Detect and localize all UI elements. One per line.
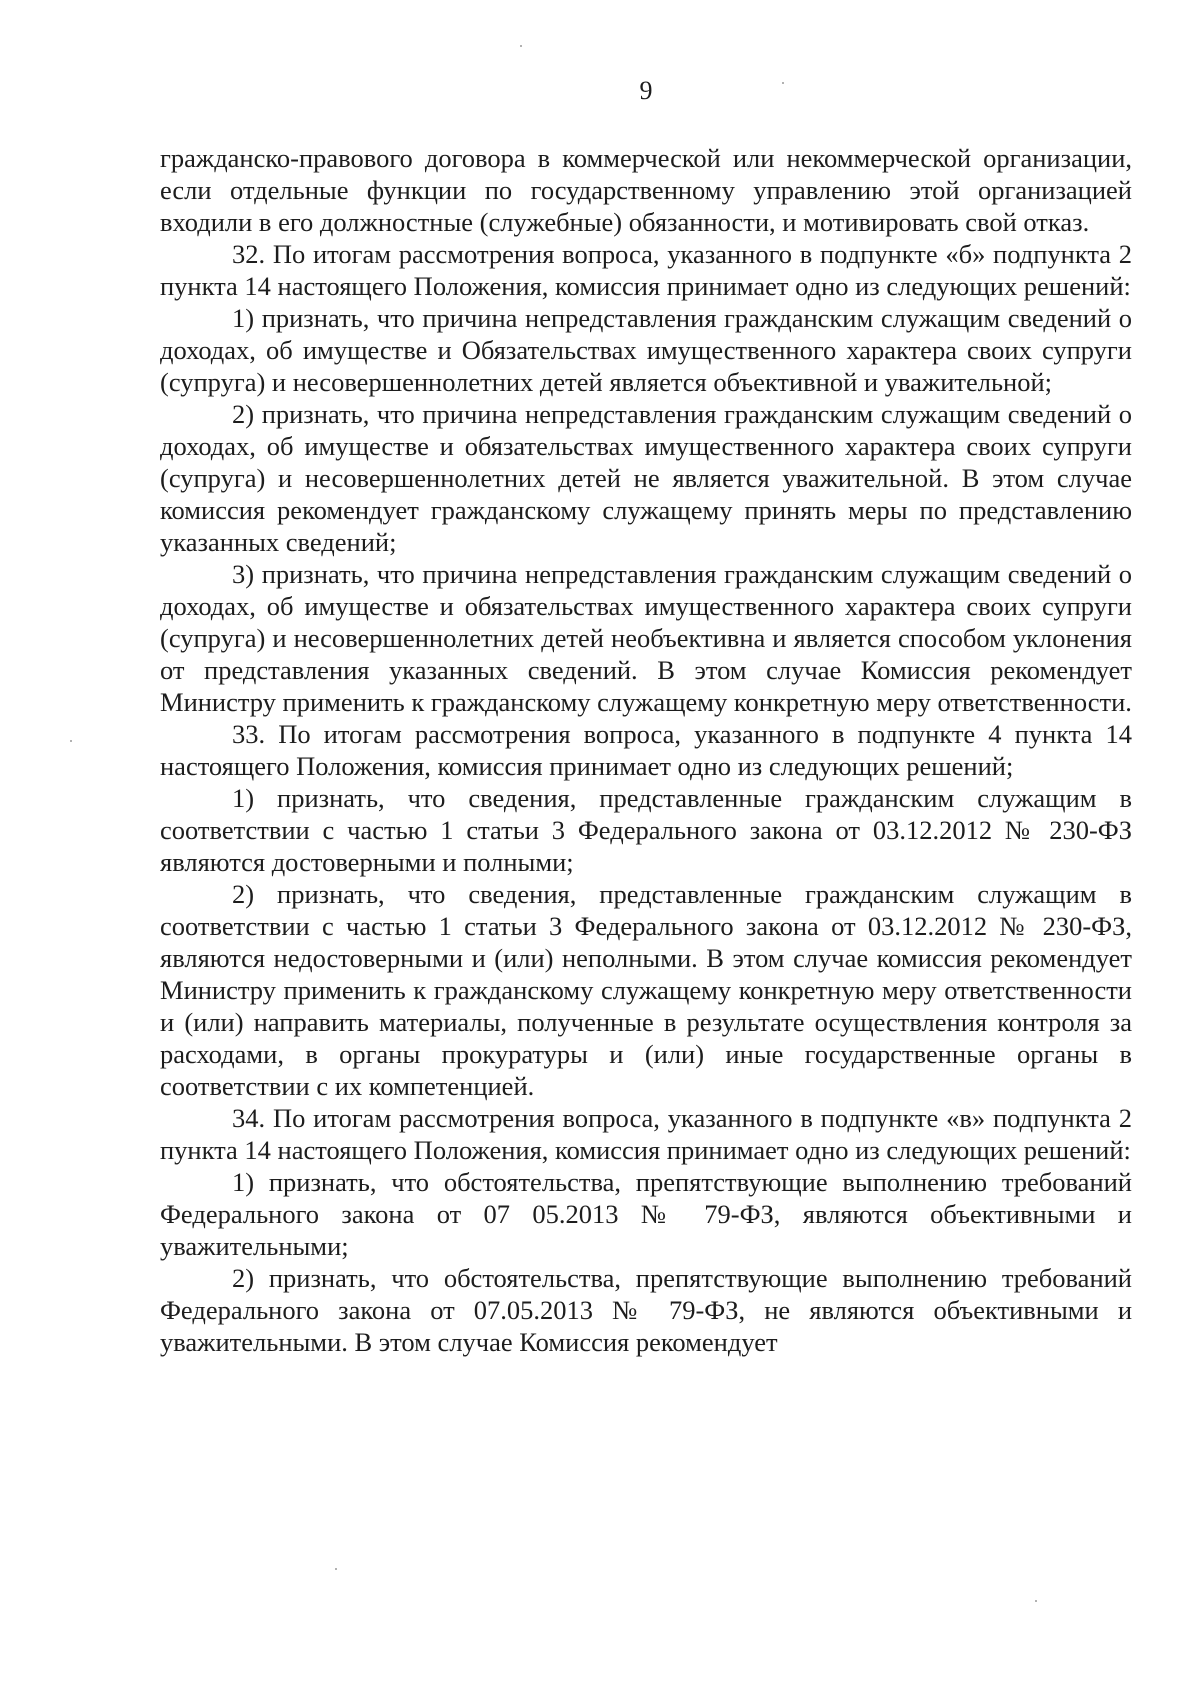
scan-speck (70, 740, 72, 742)
paragraph-item-33: 33. По итогам рассмотрения вопроса, указанного в подпункте 4 пункта 14 настоящего Положения, комиссия принимает одно из следующих решений; (160, 719, 1132, 781)
paragraph-32-option-1: 1) признать, что причина непредставления гражданским служащим сведений о доходах, об имуществе и Обязательствах имущественного характера своих супруги (супруга) и несовершеннолетних детей является объективной и уважительной; (160, 303, 1132, 397)
scan-speck (782, 82, 784, 84)
scan-speck (1035, 1600, 1037, 1602)
paragraph-32-option-2: 2) признать, что причина непредставления гражданским служащим сведений о доходах, об имуществе и обязательствах имущественного характера своих супруги (супруга) и несовершеннолетних детей не является уважительной. В этом случае комиссия рекомендует гражданскому служащему принять меры по представлению указанных сведений; (160, 399, 1132, 557)
document-page (160, 0, 1132, 1697)
paragraph-33-option-1: 1) признать, что сведения, представленные гражданским служащим в соответствии с частью 1 статьи 3 Федерального закона от 03.12.2012 № 230-ФЗ являются достоверными и полными; (160, 783, 1132, 877)
document-body (160, 142, 1132, 1358)
paragraph-continuation: гражданско-правового договора в коммерческой или некоммерческой организации, если отдельные функции по государственному управлению этой организацией входили в его должностные (служебные) обязанности, и мотивировать свой отказ. (160, 143, 1132, 237)
scan-speck (520, 45, 522, 47)
paragraph-item-34: 34. По итогам рассмотрения вопроса, указанного в подпункте «в» подпункта 2 пункта 14 настоящего Положения, комиссия принимает одно из следующих решений: (160, 1103, 1132, 1165)
paragraph-item-32: 32. По итогам рассмотрения вопроса, указанного в подпункте «б» подпункта 2 пункта 14 настоящего Положения, комиссия принимает одно из следующих решений: (160, 239, 1132, 301)
scan-speck (335, 1568, 337, 1570)
page-number: 9 (639, 76, 653, 105)
paragraph-34-option-1: 1) признать, что обстоятельства, препятствующие выполнению требований Федерального закона от 07 05.2013 № 79-ФЗ, являются объективными и уважительными; (160, 1167, 1132, 1261)
paragraph-34-option-2: 2) признать, что обстоятельства, препятствующие выполнению требований Федерального закона от 07.05.2013 № 79-ФЗ, не являются объективными и уважительными. В этом случае Комиссия рекомендует (160, 1263, 1132, 1357)
paragraph-33-option-2: 2) признать, что сведения, представленные гражданским служащим в соответствии с частью 1 статьи 3 Федерального закона от 03.12.2012 № 230-ФЗ, являются недостоверными и (или) неполными. В этом случае комиссия рекомендует Министру применить к гражданскому служащему конкретную меру ответственности и (или) направить материалы, полученные в результате осуществления контроля за расходами, в органы прокуратуры и (или) иные государственные органы в соответствии с их компетенцией. (160, 879, 1132, 1101)
paragraph-32-option-3: 3) признать, что причина непредставления гражданским служащим сведений о доходах, об имуществе и обязательствах имущественного характера своих супруги (супруга) и несовершеннолетних детей необъективна и является способом уклонения от представления указанных сведений. В этом случае Комиссия рекомендует Министру применить к гражданскому служащему конкретную меру ответственности. (160, 559, 1132, 717)
